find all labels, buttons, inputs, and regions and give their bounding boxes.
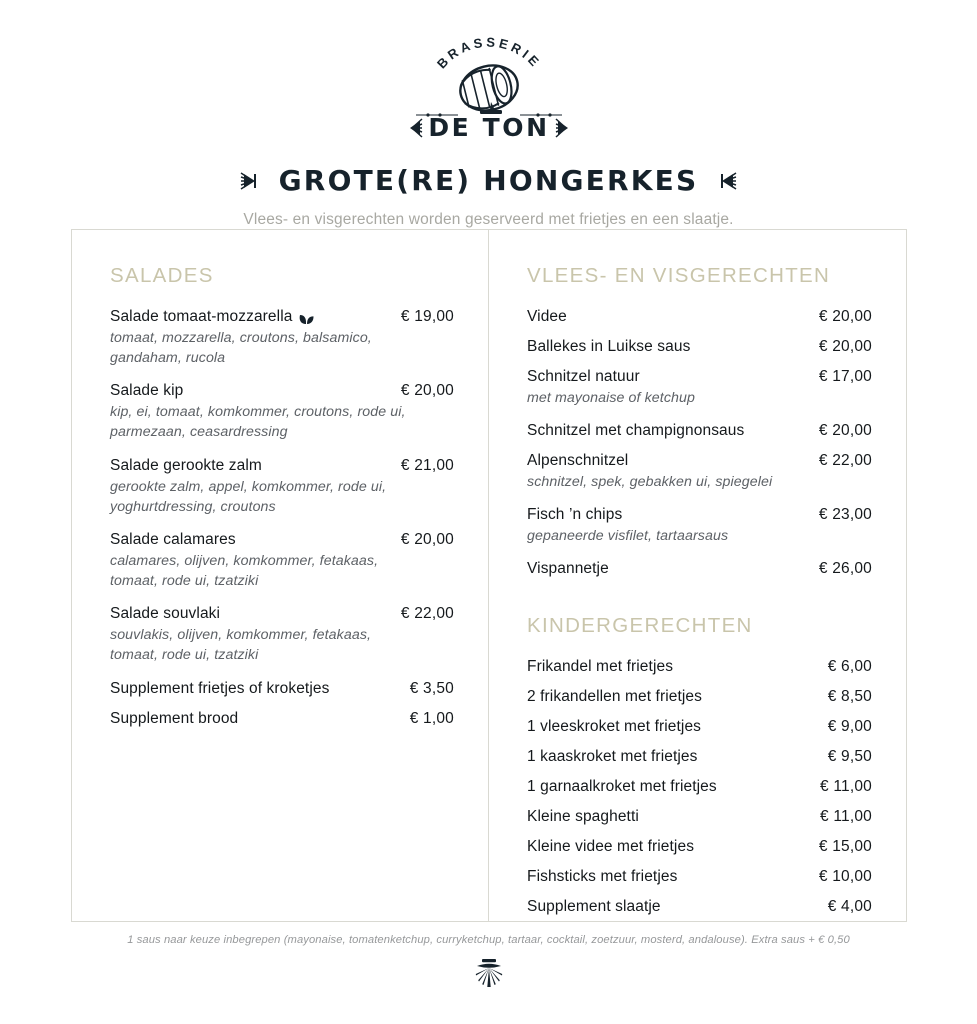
menu-item[interactable] xyxy=(527,506,872,546)
menu-item[interactable] xyxy=(527,560,872,578)
menu-item[interactable] xyxy=(527,658,872,676)
menu-item[interactable] xyxy=(110,710,454,728)
page-subtitle: Vlees- en visgerechten worden geserveerd met frietjes en een slaatje. xyxy=(243,211,734,228)
menu-item-price: € 19,00 xyxy=(400,308,454,325)
menu-item-name: Supplement slaatje xyxy=(527,898,661,916)
menu-item[interactable] xyxy=(110,531,454,591)
menu-item-price: € 6,00 xyxy=(827,658,872,676)
menu-item-price: € 20,00 xyxy=(400,382,454,400)
menu-item-name: 1 garnaalkroket met frietjes xyxy=(527,778,717,796)
section-heading-kindergerechten: KINDERGERECHTEN xyxy=(527,614,753,638)
menu-item-price: € 20,00 xyxy=(400,530,454,548)
menu-item-name: Schnitzel met champignonsaus xyxy=(527,422,745,440)
page-title-row xyxy=(0,164,977,197)
menu-item[interactable] xyxy=(527,838,872,856)
menu-item-price: € 22,00 xyxy=(818,452,872,470)
brand-logo xyxy=(0,0,977,138)
menu-item-name: Supplement brood xyxy=(110,709,239,727)
menu-item-name: Schnitzel natuur xyxy=(527,368,640,385)
menu-item-description: gerookte zalm, appel, komkommer, rode ui, yoghurtdressing, croutons xyxy=(110,478,387,515)
menu-item-price: € 23,00 xyxy=(818,506,872,524)
menu-item-price: € 3,50 xyxy=(409,679,454,697)
menu-item-description: tomaat, mozzarella, croutons, balsamico, gandaham, rucola xyxy=(110,330,372,367)
menu-item-description: kip, ei, tomaat, komkommer, croutons, rode ui, parmezaan, ceasardressing xyxy=(110,404,406,441)
menu-item[interactable] xyxy=(527,422,872,440)
page-title: GROTE(RE) HONGERKES xyxy=(278,164,699,197)
menu-item-description: schnitzel, spek, gebakken ui, spiegelei xyxy=(527,474,773,491)
menu-item-price: € 15,00 xyxy=(818,838,872,856)
menu-item-name: Vispannetje xyxy=(527,560,609,578)
menu-panel xyxy=(71,229,907,922)
menu-item-name: Salade gerookte zalm xyxy=(110,456,262,474)
menu-item-price: € 20,00 xyxy=(818,422,872,440)
menu-item[interactable] xyxy=(527,778,872,796)
menu-item-name: 2 frikandellen met frietjes xyxy=(527,688,703,706)
palmette-ornament-icon xyxy=(0,958,977,988)
menu-item-description: calamares, olijven, komkommer, fetakaas, tomaat, rode ui, tzatziki xyxy=(110,552,379,590)
svg-text:BRASSERIE: BRASSERIE xyxy=(433,36,544,72)
menu-item[interactable] xyxy=(527,898,872,916)
section-heading-salades: SALADES xyxy=(110,264,214,287)
logo-graphic xyxy=(394,36,584,138)
menu-item[interactable] xyxy=(527,808,872,826)
menu-item-price: € 21,00 xyxy=(400,456,454,474)
menu-item-price: € 9,00 xyxy=(827,718,872,736)
menu-item-price: € 4,00 xyxy=(827,898,872,916)
menu-item[interactable] xyxy=(527,868,872,886)
menu-item-name: Kleine videe met frietjes xyxy=(527,838,695,856)
menu-item-name: Videe xyxy=(527,308,567,325)
menu-item-name: Kleine spaghetti xyxy=(527,808,639,826)
menu-column-right xyxy=(489,230,906,921)
menu-item[interactable] xyxy=(527,748,872,766)
menu-item-price: € 8,50 xyxy=(827,688,872,706)
menu-item-price: € 20,00 xyxy=(818,308,872,325)
menu-item-name: 1 vleeskroket met frietjes xyxy=(527,718,702,736)
menu-item-name: Alpenschnitzel xyxy=(527,452,629,470)
menu-item-name: 1 kaaskroket met frietjes xyxy=(527,748,698,766)
fan-ornament-icon-left xyxy=(237,170,259,192)
menu-item-price: € 20,00 xyxy=(818,338,872,355)
menu-item-price: € 11,00 xyxy=(820,808,872,826)
menu-item[interactable] xyxy=(110,308,454,368)
footer-note: 1 saus naar keuze inbegrepen (mayonaise, tomatenketchup, curryketchup, tartaar, cocktail, zoetzuur, mosterd, andalouse). Extra saus + € 0,50 xyxy=(127,934,850,946)
menu-item[interactable] xyxy=(527,368,872,408)
section-heading-vlees-en-visgerechten: VLEES- EN VISGERECHTEN xyxy=(527,264,831,287)
fan-ornament-icon-right xyxy=(718,170,740,192)
menu-item-description: gepaneerde visfilet, tartaarsaus xyxy=(527,528,729,545)
menu-item[interactable] xyxy=(110,680,454,698)
menu-item-name: Salade kip xyxy=(110,382,184,400)
menu-item-price: € 17,00 xyxy=(818,368,872,385)
menu-item-name: Fisch ’n chips xyxy=(527,506,623,524)
menu-item[interactable] xyxy=(527,308,872,326)
brand-name: DE TON xyxy=(427,113,550,138)
menu-item-name: Salade calamares xyxy=(110,530,236,548)
menu-item-price: € 11,00 xyxy=(820,778,872,796)
menu-item-price: € 10,00 xyxy=(818,868,872,886)
menu-item-name: Supplement frietjes of kroketjes xyxy=(110,679,330,697)
menu-item-name-wrap xyxy=(110,308,314,326)
menu-item-price: € 22,00 xyxy=(400,605,454,623)
menu-column-left xyxy=(72,230,489,921)
menu-item[interactable] xyxy=(110,382,454,442)
menu-item-name: Frikandel met frietjes xyxy=(527,658,674,676)
menu-item[interactable] xyxy=(527,452,872,492)
menu-item[interactable] xyxy=(527,688,872,706)
menu-item-description: met mayonaise of ketchup xyxy=(527,390,696,406)
vegetarian-leaf-icon xyxy=(299,312,314,324)
menu-item[interactable] xyxy=(527,338,872,356)
menu-item-price: € 26,00 xyxy=(818,560,872,578)
menu-item[interactable] xyxy=(527,718,872,736)
menu-item-price: € 9,50 xyxy=(827,748,872,766)
menu-item-name: Fishsticks met frietjes xyxy=(527,868,678,886)
menu-item-description: souvlakis, olijven, komkommer, fetakaas, tomaat, rode ui, tzatziki xyxy=(110,627,372,664)
menu-item-name: Ballekes in Luikse saus xyxy=(527,338,691,355)
menu-item-name: Salade souvlaki xyxy=(110,605,221,623)
menu-item-price: € 1,00 xyxy=(409,709,454,727)
menu-item-name: Salade tomaat-mozzarella xyxy=(110,308,293,325)
menu-item[interactable] xyxy=(110,457,454,517)
menu-item[interactable] xyxy=(110,605,454,665)
